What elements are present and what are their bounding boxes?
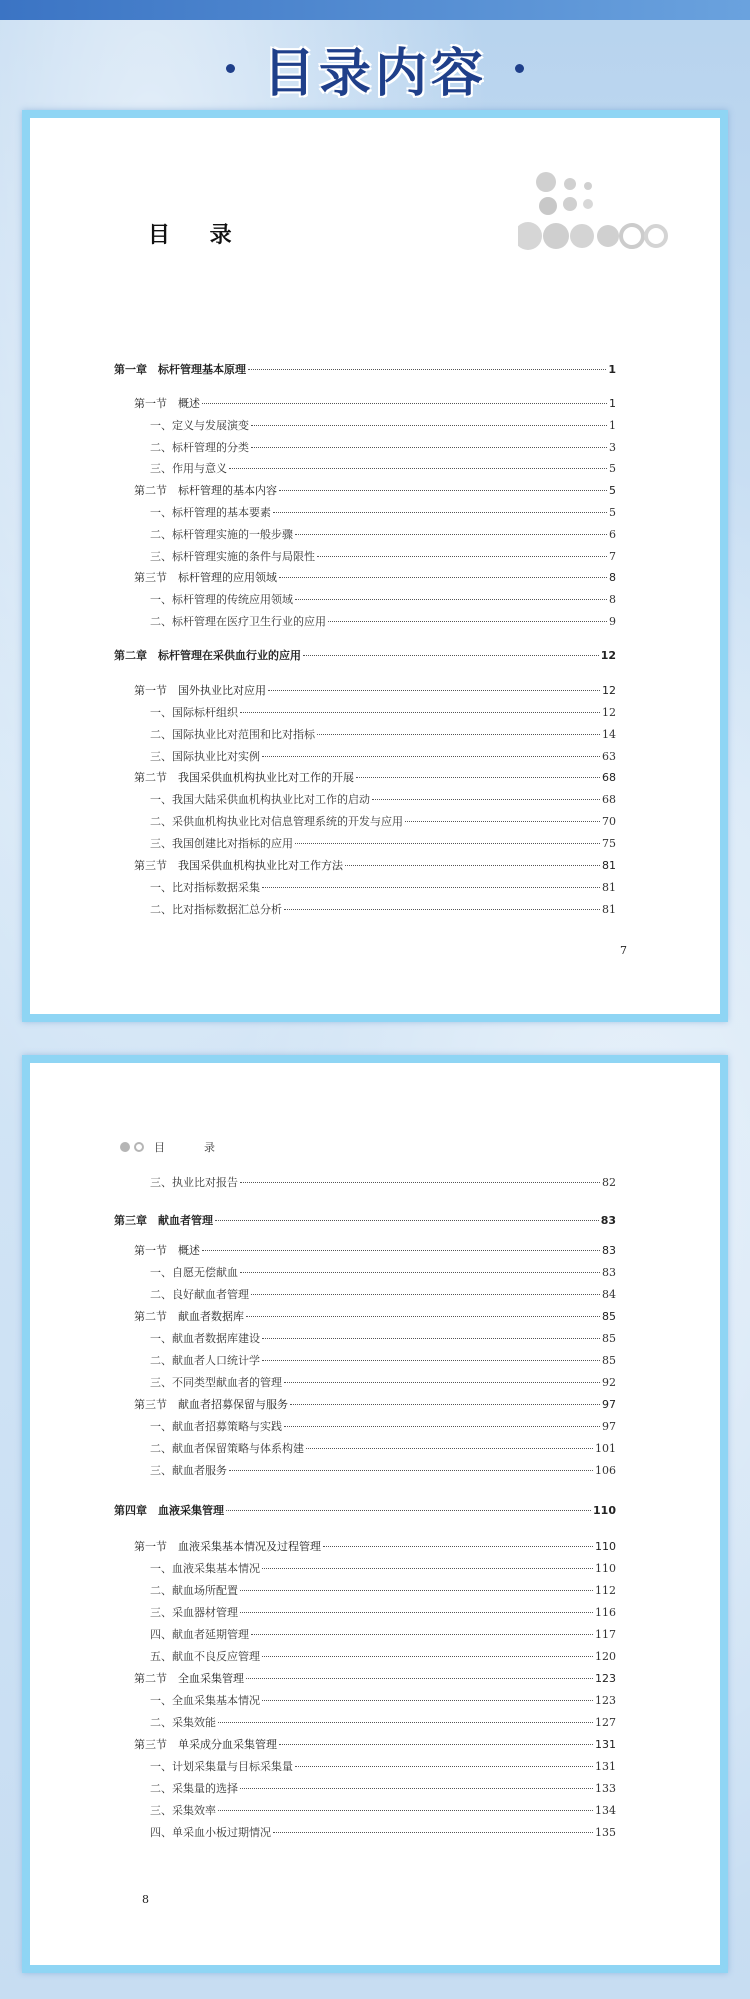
toc-entry-page: 63 (602, 750, 616, 763)
toc-entry-section[interactable] (134, 483, 616, 499)
toc-entry-page: 135 (595, 1826, 616, 1839)
toc-entry-page: 70 (602, 815, 616, 828)
toc-entry-section[interactable] (134, 1737, 616, 1753)
toc-entry-label: 三、国际执业比对实例 (150, 750, 260, 763)
dot-leader (215, 1220, 599, 1221)
toc-entry-label: 一、标杆管理的传统应用领域 (150, 593, 293, 606)
dot-leader (262, 1656, 593, 1657)
toc-entry-page: 5 (609, 506, 616, 519)
toc-entry-sub[interactable] (150, 1463, 616, 1479)
header-title: 目录内容 (262, 43, 487, 104)
dot-leader (202, 1250, 600, 1251)
toc-entry-page: 84 (602, 1288, 616, 1301)
toc-entry-label: 二、采集量的选择 (150, 1782, 238, 1795)
toc-entry-label: 二、良好献血者管理 (150, 1288, 249, 1301)
dot-leader (226, 1510, 591, 1511)
dot-leader (251, 1634, 593, 1635)
toc-entry-label: 一、国际标杆组织 (150, 706, 238, 719)
dot-leader (284, 1382, 600, 1383)
dot-leader (240, 1272, 600, 1273)
toc-entry-page: 68 (602, 793, 616, 806)
toc-entry-label: 二、标杆管理的分类 (150, 441, 249, 454)
toc-entry-section[interactable] (134, 683, 616, 699)
dot-leader (246, 1678, 593, 1679)
toc-entry-label: 三、我国创建比对指标的应用 (150, 837, 293, 850)
toc-entry-page: 123 (595, 1694, 616, 1707)
toc-entry-sub[interactable] (150, 592, 616, 608)
toc-entry-label: 一、献血者招募策略与实践 (150, 1420, 282, 1433)
toc-entry-chapter[interactable] (114, 1503, 616, 1519)
toc-entry-page: 83 (600, 1214, 616, 1227)
toc-entry-label: 一、计划采集量与目标采集量 (150, 1760, 293, 1773)
toc-entry-sub[interactable] (150, 1649, 616, 1665)
dot-leader (268, 690, 600, 691)
dot-leader (251, 425, 607, 426)
toc-entry-label: 第一节 概述 (134, 397, 200, 410)
toc-heading: 目 录 (148, 223, 248, 248)
toc-entry-page: 97 (602, 1420, 616, 1433)
toc-entry-label: 第三节 标杆管理的应用领域 (134, 571, 277, 584)
toc-entry-label: 第三节 献血者招募保留与服务 (134, 1398, 288, 1411)
toc-entry-label: 一、全血采集基本情况 (150, 1694, 260, 1707)
dot-leader (262, 1338, 600, 1339)
toc-entry-sub[interactable] (150, 1375, 616, 1391)
toc-entry-label: 一、比对指标数据采集 (150, 881, 260, 894)
toc-entry-label: 二、国际执业比对范围和比对指标 (150, 728, 315, 741)
dot-leader (262, 887, 600, 888)
toc-entry-label: 三、作用与意义 (150, 462, 227, 475)
dot-leader (248, 369, 606, 370)
dot-leader (317, 556, 607, 557)
toc-entry-sub[interactable] (150, 1825, 616, 1841)
toc-entry-section[interactable] (134, 1309, 616, 1325)
toc-entry-label: 二、献血场所配置 (150, 1584, 238, 1597)
dot-leader (356, 777, 600, 778)
toc-entry-sub[interactable] (150, 814, 616, 830)
toc-entry-page: 8 (609, 593, 616, 606)
toc-entry-section[interactable] (134, 1539, 616, 1555)
dot-leader (303, 655, 599, 656)
dot-leader (284, 1426, 600, 1427)
toc-entry-sub[interactable] (150, 727, 616, 743)
toc-entry-page: 9 (609, 615, 616, 628)
toc-entry-label: 第三节 我国采供血机构执业比对工作方法 (134, 859, 343, 872)
toc-entry-section[interactable] (134, 396, 616, 412)
toc-entry-label: 三、采集效率 (150, 1804, 216, 1817)
toc-entry-section[interactable] (134, 1243, 616, 1259)
top-banner (0, 0, 750, 20)
toc-entry-sub[interactable] (150, 505, 616, 521)
toc-entry-page: 131 (595, 1760, 616, 1773)
toc-entry-sub[interactable] (150, 1175, 616, 1191)
toc-entry-sub[interactable] (150, 440, 616, 456)
toc-entry-page: 14 (602, 728, 616, 741)
toc-entry-label: 一、我国大陆采供血机构执业比对工作的启动 (150, 793, 370, 806)
toc-entry-sub[interactable] (150, 1781, 616, 1797)
dot-leader (229, 1470, 593, 1471)
toc-entry-page: 127 (595, 1716, 616, 1729)
toc-entry-sub[interactable] (150, 418, 616, 434)
toc-entry-label: 四、献血者延期管理 (150, 1628, 249, 1641)
bullet-dot-right (515, 64, 524, 73)
toc-entry-page: 85 (602, 1354, 616, 1367)
toc-entry-label: 一、血液采集基本情况 (150, 1562, 260, 1575)
decorative-circles-icon (518, 170, 698, 260)
toc-entry-page: 68 (602, 771, 616, 784)
dot-leader (229, 468, 607, 469)
bullet-dot-left (226, 64, 235, 73)
toc-entry-sub[interactable] (150, 1331, 616, 1347)
toc-entry-label: 第一节 血液采集基本情况及过程管理 (134, 1540, 321, 1553)
toc-entry-page: 110 (595, 1540, 616, 1553)
toc-entry-label: 第一节 国外执业比对应用 (134, 684, 266, 697)
toc-entry-label: 三、标杆管理实施的条件与局限性 (150, 550, 315, 563)
toc-entry-page: 81 (602, 859, 616, 872)
toc-entry-label: 一、自愿无偿献血 (150, 1266, 238, 1279)
toc-entry-page: 83 (602, 1244, 616, 1257)
page-header (0, 28, 750, 108)
dot-leader (279, 1744, 593, 1745)
toc-entry-label: 第二节 献血者数据库 (134, 1310, 244, 1323)
toc-entry-page: 12 (600, 649, 616, 662)
toc-entry-label: 第二节 全血采集管理 (134, 1672, 244, 1685)
toc-entry-label: 一、献血者数据库建设 (150, 1332, 260, 1345)
toc-entry-label: 三、献血者服务 (150, 1464, 227, 1477)
dot-leader (262, 756, 600, 757)
toc-entry-sub[interactable] (150, 1419, 616, 1435)
toc-entry-label: 第一章 标杆管理基本原理 (114, 363, 246, 376)
toc-entry-sub[interactable] (150, 1693, 616, 1709)
dot-leader (323, 1546, 593, 1547)
dot-leader (295, 843, 600, 844)
toc-entry-page: 75 (602, 837, 616, 850)
toc-entry-label: 四、单采血小板过期情况 (150, 1826, 271, 1839)
toc-entry-page: 83 (602, 1266, 616, 1279)
dot-leader (273, 1832, 593, 1833)
toc-entry-sub[interactable] (150, 792, 616, 808)
filled-circle-icon (120, 1142, 130, 1152)
toc-entry-page: 133 (595, 1782, 616, 1795)
toc-entry-page: 3 (609, 441, 616, 454)
toc-entry-page: 92 (602, 1376, 616, 1389)
toc-entry-label: 第三节 单采成分血采集管理 (134, 1738, 277, 1751)
toc-entry-label: 第二节 我国采供血机构执业比对工作的开展 (134, 771, 354, 784)
toc-entry-label: 五、献血不良反应管理 (150, 1650, 260, 1663)
toc-entry-label: 三、执业比对报告 (150, 1176, 238, 1189)
toc-entry-page: 101 (595, 1442, 616, 1455)
toc-entry-sub[interactable] (150, 1759, 616, 1775)
toc-entry-sub[interactable] (150, 836, 616, 852)
toc-entry-label: 二、标杆管理在医疗卫生行业的应用 (150, 615, 326, 628)
toc-entry-label: 二、献血者人口统计学 (150, 1354, 260, 1367)
toc-entry-page: 81 (602, 903, 616, 916)
toc-entry-page: 110 (593, 1504, 616, 1517)
dot-leader (372, 799, 600, 800)
toc-entry-label: 二、标杆管理实施的一般步骤 (150, 528, 293, 541)
toc-entry-sub[interactable] (150, 461, 616, 477)
dot-leader (273, 512, 607, 513)
toc-entry-sub[interactable] (150, 705, 616, 721)
dot-leader (295, 534, 607, 535)
toc-entry-sub[interactable] (150, 614, 616, 630)
toc-entry-label: 第二节 标杆管理的基本内容 (134, 484, 277, 497)
toc-entry-page: 12 (602, 706, 616, 719)
dot-leader (279, 490, 607, 491)
dot-leader (251, 447, 607, 448)
dot-leader (295, 599, 607, 600)
toc-entry-label: 三、采血器材管理 (150, 1606, 238, 1619)
toc-entry-section[interactable] (134, 1397, 616, 1413)
dot-leader (317, 734, 600, 735)
toc-entry-chapter[interactable] (114, 362, 616, 378)
toc-entry-sub[interactable] (150, 880, 616, 896)
dot-leader (290, 1404, 600, 1405)
toc-entry-page: 81 (602, 881, 616, 894)
toc-page-1 (22, 110, 728, 1022)
dot-leader (295, 1766, 593, 1767)
toc-entry-label: 二、献血者保留策略与体系构建 (150, 1442, 304, 1455)
toc-entry-page: 1 (609, 397, 616, 410)
toc-entry-page: 1 (609, 419, 616, 432)
toc-entry-sub[interactable] (150, 549, 616, 565)
toc-entry-label: 一、标杆管理的基本要素 (150, 506, 271, 519)
toc-entry-page: 131 (595, 1738, 616, 1751)
dot-leader (306, 1448, 593, 1449)
dot-leader (262, 1360, 600, 1361)
toc-entry-label: 三、不同类型献血者的管理 (150, 1376, 282, 1389)
page-number: 8 (142, 1893, 149, 1906)
dot-leader (262, 1568, 593, 1569)
dot-leader (218, 1810, 593, 1811)
toc-entry-page: 7 (609, 550, 616, 563)
toc-entry-label: 二、比对指标数据汇总分析 (150, 903, 282, 916)
toc-entry-label: 一、定义与发展演变 (150, 419, 249, 432)
dot-leader (240, 712, 600, 713)
toc-entry-sub[interactable] (150, 1265, 616, 1281)
page-number: 7 (620, 944, 627, 957)
toc-entry-page: 110 (595, 1562, 616, 1575)
toc-entry-sub[interactable] (150, 1583, 616, 1599)
toc-entry-section[interactable] (134, 770, 616, 786)
toc-entry-page: 117 (595, 1628, 616, 1641)
toc-entry-sub[interactable] (150, 1803, 616, 1819)
dot-leader (218, 1722, 593, 1723)
toc-entry-sub[interactable] (150, 1627, 616, 1643)
toc-entry-chapter[interactable] (114, 1213, 616, 1229)
dot-leader (240, 1590, 593, 1591)
toc-entry-page: 1 (608, 363, 616, 376)
toc-entry-label: 二、采供血机构执业比对信息管理系统的开发与应用 (150, 815, 403, 828)
toc-entry-page: 112 (595, 1584, 616, 1597)
dot-leader (251, 1294, 600, 1295)
dot-leader (279, 577, 607, 578)
dot-leader (284, 909, 600, 910)
toc-entry-page: 97 (602, 1398, 616, 1411)
toc-entry-sub[interactable] (150, 1353, 616, 1369)
dot-leader (202, 403, 607, 404)
toc-entry-page: 116 (595, 1606, 616, 1619)
toc-entry-page: 85 (602, 1332, 616, 1345)
toc-entry-page: 120 (595, 1650, 616, 1663)
toc-entry-label: 第一节 概述 (134, 1244, 200, 1257)
toc-entry-sub[interactable] (150, 1715, 616, 1731)
toc-entry-page: 8 (609, 571, 616, 584)
toc-entry-page: 5 (609, 462, 616, 475)
toc-entry-chapter[interactable] (114, 648, 616, 664)
dot-leader (240, 1612, 593, 1613)
running-head-text: 目 录 (154, 1141, 229, 1154)
toc-entry-page: 6 (609, 528, 616, 541)
toc-page-2 (22, 1055, 728, 1973)
dot-leader (262, 1700, 593, 1701)
toc-entry-sub[interactable] (150, 749, 616, 765)
toc-entry-sub[interactable] (150, 1287, 616, 1303)
dot-leader (345, 865, 600, 866)
toc-entry-sub[interactable] (150, 1561, 616, 1577)
toc-entry-page: 82 (602, 1176, 616, 1189)
dot-leader (246, 1316, 600, 1317)
dot-leader (240, 1788, 593, 1789)
toc-entry-section[interactable] (134, 1671, 616, 1687)
toc-entry-section[interactable] (134, 858, 616, 874)
toc-entry-label: 第四章 血液采集管理 (114, 1504, 224, 1517)
toc-entry-label: 第三章 献血者管理 (114, 1214, 213, 1227)
toc-entry-page: 134 (595, 1804, 616, 1817)
toc-entry-page: 123 (595, 1672, 616, 1685)
dot-leader (328, 621, 607, 622)
toc-entry-page: 106 (595, 1464, 616, 1477)
toc-entry-page: 85 (602, 1310, 616, 1323)
toc-entry-sub[interactable] (150, 527, 616, 543)
dot-leader (405, 821, 600, 822)
running-head (120, 1139, 229, 1155)
toc-entry-sub[interactable] (150, 1441, 616, 1457)
toc-entry-label: 二、采集效能 (150, 1716, 216, 1729)
toc-entry-page: 12 (602, 684, 616, 697)
toc-entry-page: 5 (609, 484, 616, 497)
toc-entry-section[interactable] (134, 570, 616, 586)
dot-leader (240, 1182, 600, 1183)
ring-circle-icon (134, 1142, 144, 1152)
toc-entry-sub[interactable] (150, 902, 616, 918)
toc-entry-label: 第二章 标杆管理在采供血行业的应用 (114, 649, 301, 662)
toc-entry-sub[interactable] (150, 1605, 616, 1621)
